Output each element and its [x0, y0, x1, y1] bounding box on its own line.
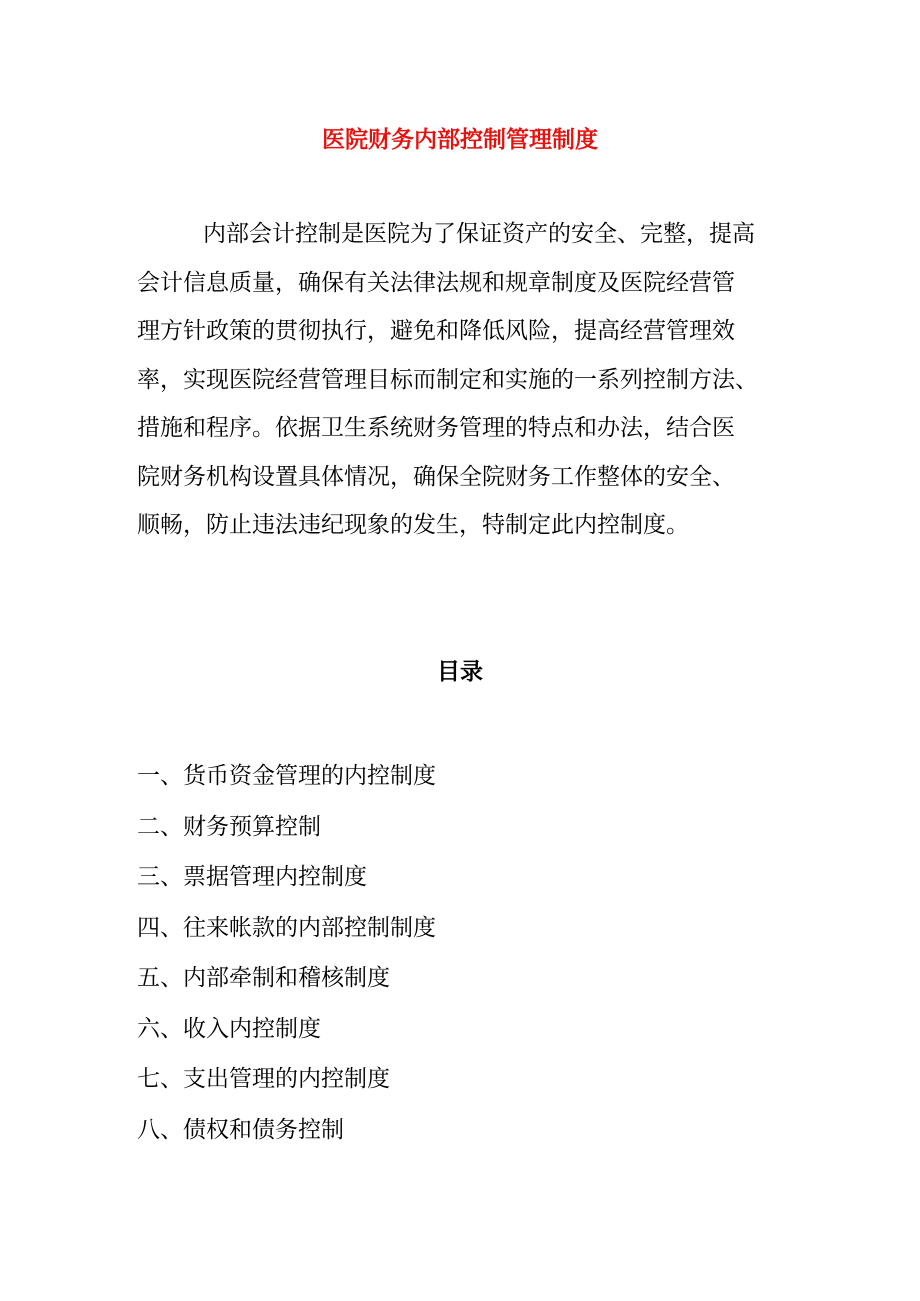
intro-line: 会计信息质量，确保有关法律法规和规章制度及医院经营管 [137, 269, 735, 296]
toc-item: 一、货币资金管理的内控制度 [137, 763, 436, 789]
intro-line: 内部会计控制是医院为了保证资产的安全、完整，提高 [203, 221, 755, 247]
intro-line: 理方针政策的贯彻执行，避免和降低风险，提高经营管理效 [137, 318, 735, 344]
table-of-contents [137, 751, 787, 1155]
toc-item: 四、往来帐款的内部控制制度 [137, 914, 436, 941]
intro-line: 率，实现医院经营管理目标而制定和实施的一系列控制方法、 [137, 366, 758, 393]
intro-line: 院财务机构设置具体情况，确保全院财务工作整体的安全、 [137, 463, 735, 490]
toc-item: 六、收入内控制度 [137, 1015, 321, 1042]
toc-item: 二、财务预算控制 [137, 813, 321, 840]
toc-item: 八、债权和债务控制 [137, 1116, 344, 1143]
document-title: 医院财务内部控制管理制度 [322, 127, 598, 153]
intro-paragraph [137, 210, 787, 550]
intro-line: 措施和程序。依据卫生系统财务管理的特点和办法，结合医 [137, 415, 735, 441]
intro-line: 顺畅，防止违法违纪现象的发生，特制定此内控制度。 [137, 512, 689, 538]
toc-item: 七、支出管理的内控制度 [137, 1066, 390, 1092]
toc-heading: 目录 [437, 659, 483, 685]
toc-item: 三、票据管理内控制度 [137, 864, 367, 890]
toc-item: 五、内部牵制和稽核制度 [137, 965, 390, 991]
